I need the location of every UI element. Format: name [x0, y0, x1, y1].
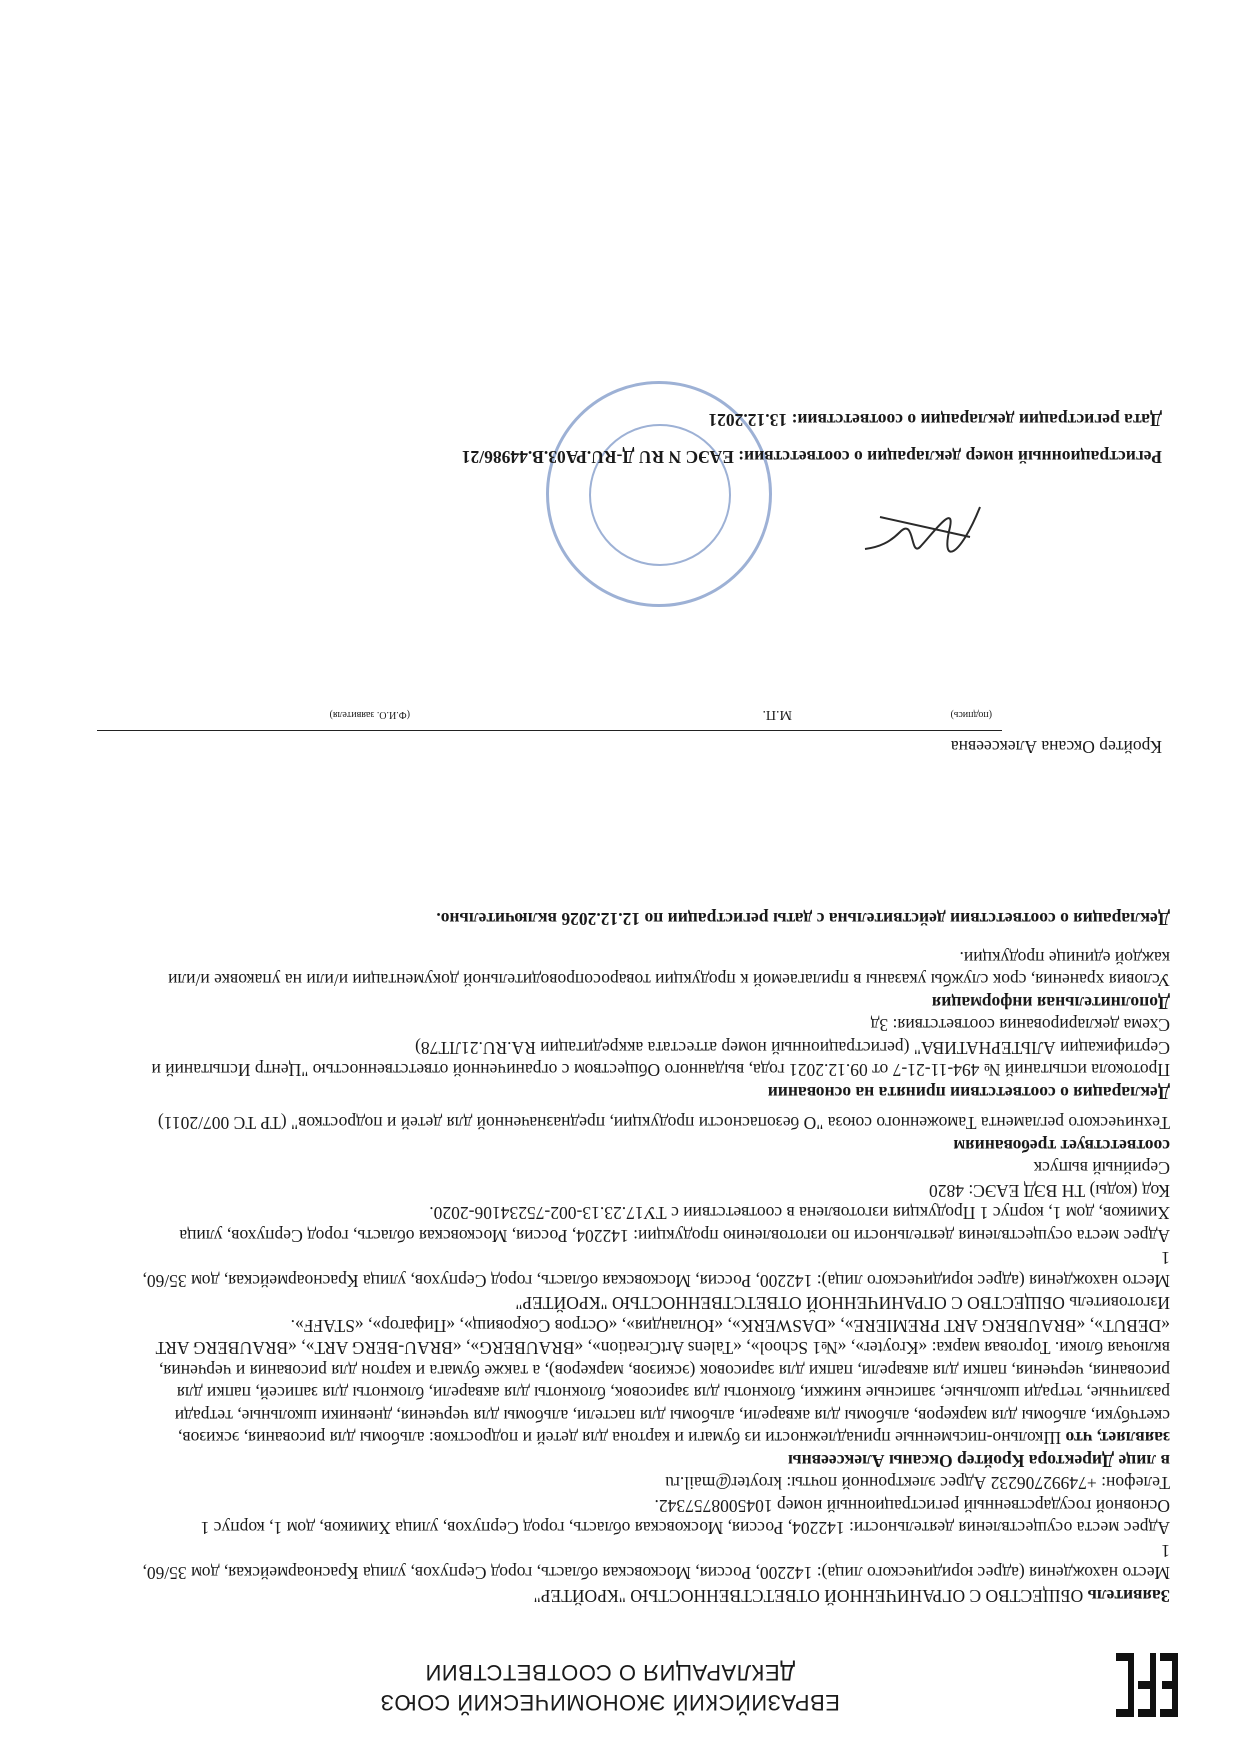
- declaration-scheme: Схема декларирования соответствия: 3д: [870, 1015, 1170, 1036]
- company-stamp: [546, 381, 772, 607]
- applicant-line: Заявитель ОБЩЕСТВО С ОГРАНИЧЕННОЙ ОТВЕТСТВЕННОСТЬЮ "КРОЙТЕР": [533, 1586, 1170, 1606]
- basis-text: Протокола испытаний № 494-11-21-7 от 09.12.2021 года, выданного Обществом с ограниченной ответственностью "Центр Испытаний и Сертификации АЛЬТЕРНАТИВА" (регистрационный номер аттестата аккредитации RA.RU.21ЛТ78): [151, 1038, 1170, 1081]
- applicant-represented-by: в лице Директора Кройтер Оксаны Алексеевны: [787, 1451, 1170, 1471]
- additional-info-label: Дополнительная информация: [931, 993, 1170, 1013]
- complies-label: соответствует требованиям: [953, 1136, 1170, 1156]
- regulation-text: Технического регламента Таможенного союза "О безопасности продукции, предназначенной для детей и подростков" (ТР ТС 007/2011): [157, 1113, 1170, 1134]
- applicant-activity-address: Адрес места осуществления деятельности: 142204, Россия, Московская область, город Серпухов, улица Химиков, дом 1, корпус 1: [200, 1518, 1170, 1539]
- seal-label: М.П.: [762, 707, 792, 722]
- fio-label: (Ф.И.О. заявителя): [329, 709, 410, 720]
- release-type: Серийный выпуск: [1033, 1158, 1170, 1179]
- signature-label: (подпись): [950, 709, 992, 720]
- registration-number: Регистрационный номер декларации о соответствии: ЕАЭС N RU Д-RU.РА03.В.44986/21: [461, 447, 1162, 467]
- applicant-ogrn: Основной государственный регистрационный номер 1045008757342.: [654, 1496, 1170, 1516]
- applicant-contacts: Телефон: +74992706232 Адрес электронной почты: kroyter@mail.ru: [665, 1473, 1170, 1494]
- applicant-legal-address: Место нахождения (адрес юридического лица): 142200, Россия, Московская область, город Серпухов, улица Красноармейская, дом 35/60, 1: [142, 1541, 1170, 1584]
- basis-label: Декларация о соответствии принята на основании: [767, 1083, 1170, 1103]
- document-title: ДЕКЛАРАЦИЯ О СООТВЕТСТВИИ: [425, 1660, 795, 1685]
- signature-line: [97, 730, 1002, 731]
- registration-date: Дата регистрации декларации о соответствии: 13.12.2021: [708, 410, 1162, 430]
- signatory-name: Кройтер Оксана Алексеевна: [950, 737, 1162, 757]
- manufacturer-line: Изготовитель ОБЩЕСТВО С ОГРАНИЧЕННОЙ ОТВЕТСТВЕННОСТЬЮ "КРОЙТЕР": [515, 1293, 1170, 1314]
- eac-logo: [1116, 1653, 1178, 1717]
- declaration-statement: заявляет, что Школьно-письменные принадлежности из бумаги и картона для детей и подростков: альбомы для рисования, эскизов, скетчбуки, альбомы для маркеров, альбомы для акварели, альбомы для пастели, альбомы для черчения, дневники школьные, тетради различные, тетради школьные, записные книжки, блокноты для зарисовок, блокноты для акварели, блокноты для записей, папки для рисования, черчения, папки для акварели, папки для зарисовок (эскизов, маркеров), а также бумага и картон для рисования и черчения, включая блоки. Торговая марка: «Kroyter», «№1 School», «Talens ArtCreation», «BRAUBERG», «BRAU-BERG ART», «BRAUBERG ART «DEBUT», «BRAUBERG ART PREMIERE», «DASWERK», «Юнландия», «Остров Сокровищ», «Пифагор», «STAFF».: [155, 1316, 1170, 1449]
- additional-info-text: Условия хранения, срок службы указаны в прилагаемой к продукции товаросопроводительной документации и/или на упаковке и/или каждой единице продукции.: [168, 948, 1170, 991]
- manufacturer-legal-address: Место нахождения (адрес юридического лица): 142200, Россия, Московская область, город Серпухов, улица Красноармейская, дом 35/60, 1: [142, 1248, 1170, 1291]
- hs-code: Код (коды) ТН ВЭД ЕАЭС: 4820: [928, 1181, 1170, 1201]
- union-title: ЕВРАЗИЙСКИЙ ЭКОНОМИЧЕСКИЙ СОЮЗ: [380, 1690, 840, 1715]
- manufacturer-production-address: Адрес места осуществления деятельности по изготовлению продукции: 142204, Россия, Московская область, город Серпухов, улица Химиков, дом 1, корпус 1 Продукция изготовлена в соответствии с ТУ17.23.13-002-75234106-2020.: [179, 1203, 1170, 1246]
- document-header: [310, 1657, 910, 1717]
- validity-statement: Декларация о соответствии действительна с даты регистрации по 12.12.2026 включительно.: [436, 909, 1170, 930]
- document-body: [140, 908, 1170, 1607]
- handwritten-signature: [860, 487, 990, 577]
